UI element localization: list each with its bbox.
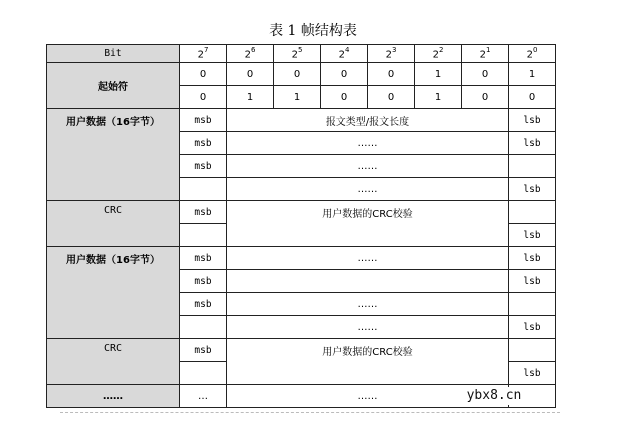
crc-1-label: CRC bbox=[47, 201, 180, 247]
ellipsis-cell: …… bbox=[227, 132, 509, 155]
bit-cell: 0 bbox=[368, 63, 415, 86]
bit-cell: 0 bbox=[462, 63, 509, 86]
bit-cell: 0 bbox=[274, 63, 321, 86]
bit-cell: 1 bbox=[415, 63, 462, 86]
ellipsis-cell: …… bbox=[227, 316, 509, 339]
bit-cell: 0 bbox=[509, 86, 556, 109]
ellipsis-cell: …… bbox=[227, 385, 509, 408]
ellipsis-cell: …… bbox=[227, 178, 509, 201]
bit-7-header: $2^7$ bbox=[180, 45, 227, 63]
start-row-1 bbox=[47, 63, 556, 86]
ellipsis-short: … bbox=[180, 385, 227, 408]
lsb-cell: lsb bbox=[509, 247, 556, 270]
lsb-cell: lsb bbox=[509, 270, 556, 293]
lsb-cell: lsb bbox=[509, 362, 556, 385]
empty-span-cell bbox=[227, 270, 509, 293]
empty-cell bbox=[180, 178, 227, 201]
lsb-cell: lsb bbox=[509, 316, 556, 339]
user-data-2-label: 用户数据（16字节） bbox=[47, 247, 180, 339]
crc-2-label: CRC bbox=[47, 339, 180, 385]
bit-0-header: $2^0$ bbox=[509, 45, 556, 63]
last-label: …… bbox=[47, 385, 180, 408]
message-type-length: 报文类型/报文长度 bbox=[227, 109, 509, 132]
bit-6-header: $2^6$ bbox=[227, 45, 274, 63]
bit-cell: 0 bbox=[321, 63, 368, 86]
msb-cell: msb bbox=[180, 293, 227, 316]
table-caption: 表 1 帧结构表 bbox=[269, 23, 357, 39]
lsb-cell: lsb bbox=[509, 178, 556, 201]
msb-cell: msb bbox=[180, 109, 227, 132]
empty-cell bbox=[180, 224, 227, 247]
ellipsis-cell: …… bbox=[227, 247, 509, 270]
empty-cell bbox=[509, 293, 556, 316]
bit-cell: 0 bbox=[227, 63, 274, 86]
frame-structure-table bbox=[46, 44, 556, 408]
user-data-2-row-1 bbox=[47, 247, 556, 270]
user-data-1-label: 用户数据（16字节） bbox=[47, 109, 180, 201]
empty-cell bbox=[509, 155, 556, 178]
lsb-cell: lsb bbox=[509, 224, 556, 247]
bit-cell: 0 bbox=[368, 86, 415, 109]
bit-5-header: $2^5$ bbox=[274, 45, 321, 63]
bit-1-header: $2^1$ bbox=[462, 45, 509, 63]
empty-cell bbox=[180, 316, 227, 339]
empty-cell bbox=[509, 201, 556, 224]
ellipsis-cell: …… bbox=[227, 155, 509, 178]
msb-cell: msb bbox=[180, 270, 227, 293]
watermark: ybx8.cn bbox=[446, 387, 542, 405]
cut-off-text-line bbox=[60, 412, 560, 414]
empty-cell bbox=[509, 339, 556, 362]
bit-cell: 1 bbox=[274, 86, 321, 109]
crc-description: 用户数据的CRC校验 bbox=[227, 339, 509, 385]
empty-cell bbox=[180, 362, 227, 385]
bit-cell: 0 bbox=[462, 86, 509, 109]
bit-cell: 0 bbox=[180, 86, 227, 109]
bit-2-header: $2^2$ bbox=[415, 45, 462, 63]
header-row bbox=[47, 45, 556, 63]
ellipsis-cell: …… bbox=[227, 293, 509, 316]
start-label: 起始符 bbox=[47, 63, 180, 109]
msb-cell: msb bbox=[180, 339, 227, 362]
crc-1-row-1 bbox=[47, 201, 556, 224]
user-data-1-row-1 bbox=[47, 109, 556, 132]
bit-cell: 1 bbox=[227, 86, 274, 109]
bit-4-header: $2^4$ bbox=[321, 45, 368, 63]
bit-cell: 0 bbox=[180, 63, 227, 86]
msb-cell: msb bbox=[180, 132, 227, 155]
lsb-cell: lsb bbox=[509, 132, 556, 155]
bit-3-header: $2^3$ bbox=[368, 45, 415, 63]
bit-header: Bit bbox=[47, 45, 180, 63]
msb-cell: msb bbox=[180, 155, 227, 178]
msb-cell: msb bbox=[180, 247, 227, 270]
bit-cell: 0 bbox=[321, 86, 368, 109]
crc-2-row-1 bbox=[47, 339, 556, 362]
bit-cell: 1 bbox=[509, 63, 556, 86]
lsb-cell: lsb bbox=[509, 109, 556, 132]
bit-cell: 1 bbox=[415, 86, 462, 109]
crc-description: 用户数据的CRC校验 bbox=[227, 201, 509, 247]
msb-cell: msb bbox=[180, 201, 227, 224]
